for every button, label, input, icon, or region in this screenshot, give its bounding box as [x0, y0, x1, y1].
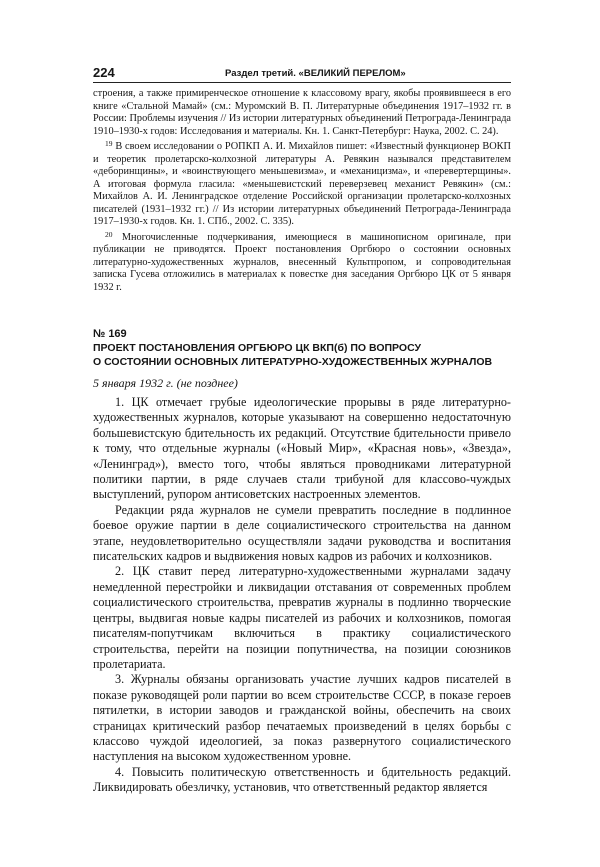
paragraph-5: 4. Повысить политическую ответственность и бдительность редакций. Ликвидировать обезличку, установив, что ответственный редактор является: [93, 764, 511, 795]
footnote-20-number: 20: [105, 229, 113, 239]
footnote-20: [93, 229, 511, 295]
paragraph-3: 2. ЦК ставит перед литературно-художественными журналами задачу немедленной перестройки и ликвидации отставания от современных проблем социалистического строительства, превратив журналы в подлинно творческие центры, выдвигая новые кадры писателей из рабочих и колхозников, помогая писателям-попутчикам включиться в практику социалистического строительства, перейти на позиции попутничества, на позиции союзников пролетариата.: [93, 564, 511, 671]
paragraph-4: 3. Журналы обязаны организовать участие лучших кадров писателей в показе руководящей роли партии во всем строительстве СССР, в показе героев пятилетки, в истории заводов и гражданской войны, обеспечить на своих страницах критический разбор печатаемых произведений в целях борьбы с классово чуждой идеологией, за показ развернутого социалистического наступления на высоком художественном уровне.: [93, 672, 511, 764]
footnote-19-number: 19: [105, 139, 113, 148]
footnotes-block: [93, 88, 511, 294]
document-heading: [93, 327, 511, 369]
document-title-line-1: ПРОЕКТ ПОСТАНОВЛЕНИЯ ОРГБЮРО ЦК ВКП(б) ПО ВОПРОСУ: [93, 342, 422, 354]
footnote-19: [93, 138, 511, 229]
page-header: [93, 66, 511, 83]
document-body: [93, 395, 511, 796]
footnote-20-text: Многочисленные подчеркивания, имеющиеся в машинописном оригинале, при публикации не приводятся. Проект постановления Оргбюро о состоянии основных литературно-художественных журналов, внесенный Культпропом, и сопроводительная записка Гусева отложились в материалах к повестке дня заседания Оргбюро ЦК от 5 января 1932 г.: [93, 231, 512, 293]
paragraph-1: 1. ЦК отмечает грубые идеологические прорывы в ряде литературно-художественных журналов, которые указывают на совершенно недостаточную большевистскую бдительность их редакций. Отсутствие бдительности привело к тому, что отдельные журналы («Новый Мир», «Красная новь», «Звезда», «Ленинград»), вместо того, чтобы являться проводниками литературной политики партии, в ряде случаев стали трибуной для классово-чуждых выступлений, рупором антисоветских настроенных элементов.: [93, 395, 511, 502]
footnote-19-text: В своем исследовании о РОПКП А. И. Михайлов пишет: «Известный функционер ВОКП и теоретик пролетарско-колхозной литературы А. Ревякин назывался представителем «деборинщины», и «воинствующего меньшевизма», и «механицизма», и «перевертерщины». А итоговая формула гласила: «меньшевистский переверзевец механист Ревякин» (см.: Михайлов А. И. Ленинградское отделение Российской организации пролетарско-колхозных писателей (1931–1932 гг.) // Из истории литературных объединений Петрограда-Ленинграда 1917–1930-х годов. Кн. 1. СПб., 2002. С. 335).: [93, 141, 511, 227]
footnote-continuation: строения, а также примиренческое отношение к классовому врагу, якобы проявившееся в его книге «Стальной Мамай» (см.: Муромский В. П. Литературные объединения 1917–1932 гг. в России: Проблемы изучения // Из истории литературных объединений Петрограда-Ленинграда 1910–1930-х годов: Исследования и материалы. Кн. 1. Санкт-Петербург: Наука, 2002. С. 24).: [93, 88, 511, 137]
page-number: 224: [93, 65, 115, 80]
running-head: Раздел третий. «ВЕЛИКИЙ ПЕРЕЛОМ»: [225, 68, 406, 79]
paragraph-2: Редакции ряда журналов не сумели превратить последние в подлинное боевое оружие партии в деле социалистического строительства на данном этапе, неудовлетворительно осуществляли задачи руководства и воспитания писательских кадров и выдвижения новых кадров из рабочих и колхозников.: [93, 502, 511, 564]
document-number: № 169: [93, 328, 127, 340]
document-date: 5 января 1932 г. (не позднее): [93, 376, 238, 390]
document-title-line-2: О СОСТОЯНИИ ОСНОВНЫХ ЛИТЕРАТУРНО-ХУДОЖЕСТВЕННЫХ ЖУРНАЛОВ: [93, 356, 493, 368]
